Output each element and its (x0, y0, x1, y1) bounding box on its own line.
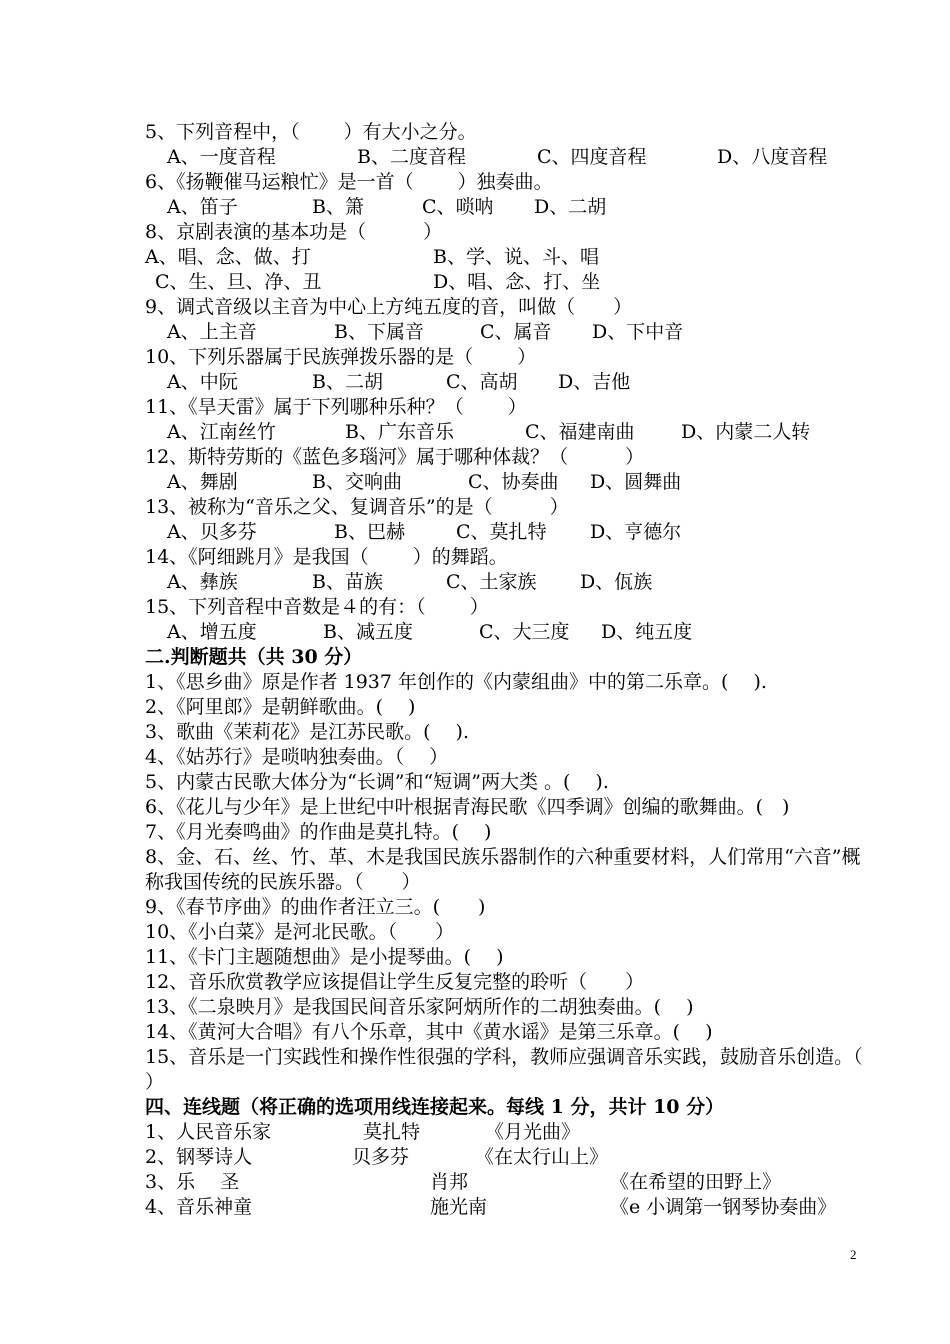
option-a: A、中阮 (167, 371, 238, 393)
judge-item: 1、《思乡曲》原是作者 1937 年创作的《内蒙组曲》中的第二乐章。( ). (145, 671, 767, 693)
option-b: B、下属音 (334, 321, 424, 343)
question-6-options (145, 195, 865, 220)
option-c: C、四度音程 (537, 146, 647, 168)
option-a: A、江南丝竹 (167, 421, 276, 443)
option-c: C、高胡 (446, 371, 518, 393)
matching-row (145, 1145, 865, 1170)
judge-item: 14、《黄河大合唱》有八个乐章，其中《黄水谣》是第三乐章。( ) (145, 1021, 713, 1043)
judge-item: 8、金、石、丝、竹、革、木是我国民族乐器制作的六种重要材料，人们常用“六音”概称我国传统的民族乐器。（ ） (145, 846, 861, 893)
question-10-options (145, 370, 865, 395)
question-12-options (145, 470, 865, 495)
matching-row (145, 1120, 865, 1145)
judge-item: 5、内蒙古民歌大体分为“长调”和“短调”两大类 。( ). (145, 771, 609, 793)
question-14-stem: 14、《阿细跳月》是我国（ ）的舞蹈。 (145, 546, 508, 568)
option-b: B、学、说、斗、唱 (433, 246, 599, 268)
question-13-options (145, 520, 865, 545)
question-8-options-row2 (145, 270, 865, 295)
question-9-stem: 9、调式音级以主音为中心上方纯五度的音，叫做（ ） (145, 296, 633, 318)
judge-item: 2、《阿里郎》是朝鲜歌曲。( ) (145, 696, 416, 718)
option-a: A、唱、念、做、打 (145, 246, 311, 268)
judge-item: 7、《月光奏鸣曲》的作曲是莫扎特。( ) (145, 821, 492, 843)
option-b: B、减五度 (323, 621, 413, 643)
option-b: B、广东音乐 (345, 421, 454, 443)
question-9-options (145, 320, 865, 345)
option-c: C、莫扎特 (456, 521, 547, 543)
option-c: C、土家族 (446, 571, 537, 593)
option-a: A、舞剧 (167, 471, 238, 493)
option-c: C、福建南曲 (525, 421, 635, 443)
option-b: B、苗族 (312, 571, 383, 593)
option-d: D、圆舞曲 (590, 471, 682, 493)
question-5-stem: 5、下列音程中，（ ）有大小之分。 (145, 121, 477, 143)
option-d: D、吉他 (558, 371, 631, 393)
matching-right: 《在太行山上》 (475, 1146, 609, 1168)
judge-item: 3、歌曲《茉莉花》是江苏民歌。( ). (145, 721, 469, 743)
option-a: A、笛子 (167, 196, 238, 218)
option-b: B、交响曲 (312, 471, 402, 493)
matching-row (145, 1170, 865, 1195)
matching-mid: 肖邦 (430, 1171, 469, 1193)
matching-section-heading: 四、连线题（将正确的选项用线连接起来。每线 1 分，共计 10 分） (145, 1096, 725, 1118)
option-c: C、属音 (480, 321, 552, 343)
option-d: D、唱、念、打、坐 (433, 271, 601, 293)
option-a: A、彝族 (167, 571, 238, 593)
judge-item: 13、《二泉映月》是我国民间音乐家阿炳所作的二胡独奏曲。( ) (145, 996, 694, 1018)
judge-item: 12、音乐欣赏教学应该提倡让学生反复完整的聆听（ ） (145, 971, 645, 993)
option-c: C、唢呐 (422, 196, 494, 218)
option-a: A、增五度 (167, 621, 257, 643)
question-10-stem: 10、下列乐器属于民族弹拨乐器的是（ ） (145, 346, 537, 368)
question-11-options (145, 420, 865, 445)
matching-left: 1、人民音乐家 (145, 1121, 272, 1143)
judge-item: 15、音乐是一门实践性和操作性很强的学科，教师应强调音乐实践，鼓励音乐创造。（ ） (145, 1046, 888, 1093)
option-d: D、亨德尔 (590, 521, 682, 543)
matching-left: 4、音乐神童 (145, 1196, 253, 1218)
option-d: D、下中音 (592, 321, 684, 343)
judge-item: 10、《小白菜》是河北民歌。（ ） (145, 921, 455, 943)
option-d: D、八度音程 (717, 146, 828, 168)
option-c: C、大三度 (479, 621, 570, 643)
option-d: D、纯五度 (601, 621, 693, 643)
page-number: 2 (850, 1247, 857, 1262)
judge-section-heading: 二.判断题共（共 30 分） (145, 646, 363, 668)
option-a: A、上主音 (167, 321, 257, 343)
option-b: B、箫 (312, 196, 364, 218)
question-8-stem: 8、京剧表演的基本功是（ ） (145, 221, 443, 243)
option-d: D、佤族 (580, 571, 653, 593)
option-d: D、内蒙二人转 (681, 421, 811, 443)
question-13-stem: 13、被称为“音乐之父、复调音乐”的是（ ） (145, 496, 569, 518)
question-14-options (145, 570, 865, 595)
matching-mid: 贝多芬 (352, 1146, 410, 1168)
matching-left: 2、钢琴诗人 (145, 1146, 253, 1168)
matching-mid: 莫扎特 (363, 1121, 421, 1143)
option-c: C、生、旦、净、丑 (155, 271, 322, 293)
matching-right: 《月光曲》 (485, 1121, 581, 1143)
question-11-stem: 11、《旱天雷》属于下列哪种乐种？（ ） (145, 396, 527, 418)
option-a: A、贝多芬 (167, 521, 257, 543)
question-15-options (145, 620, 865, 645)
option-d: D、二胡 (534, 196, 607, 218)
matching-row (145, 1195, 865, 1220)
matching-right: 《e 小调第一钢琴协奏曲》 (610, 1196, 837, 1218)
question-12-stem: 12、斯特劳斯的《蓝色多瑙河》属于哪种体裁？（ ） (145, 446, 645, 468)
judge-item: 9、《春节序曲》的曲作者汪立三。( ) (145, 896, 486, 918)
judge-item: 4、《姑苏行》是唢呐独奏曲。（ ） (145, 746, 449, 768)
judge-item: 6、《花儿与少年》是上世纪中叶根据青海民歌《四季调》创编的歌舞曲。( ) (145, 796, 790, 818)
page-content (145, 120, 888, 1220)
option-b: B、巴赫 (334, 521, 405, 543)
option-c: C、协奏曲 (468, 471, 559, 493)
matching-right: 《在希望的田野上》 (610, 1171, 782, 1193)
judge-item: 11、《卡门主题随想曲》是小提琴曲。( ) (145, 946, 504, 968)
question-6-stem: 6、《扬鞭催马运粮忙》是一首（ ）独奏曲。 (145, 171, 553, 193)
option-a: A、一度音程 (167, 146, 276, 168)
option-b: B、二胡 (312, 371, 383, 393)
question-15-stem: 15、下列音程中音数是４的有：（ ） (145, 596, 489, 618)
matching-mid: 施光南 (430, 1196, 488, 1218)
question-8-options-row1 (145, 245, 865, 270)
question-5-options (145, 145, 865, 170)
matching-left: 3、乐 圣 (145, 1171, 240, 1193)
option-b: B、二度音程 (357, 146, 466, 168)
